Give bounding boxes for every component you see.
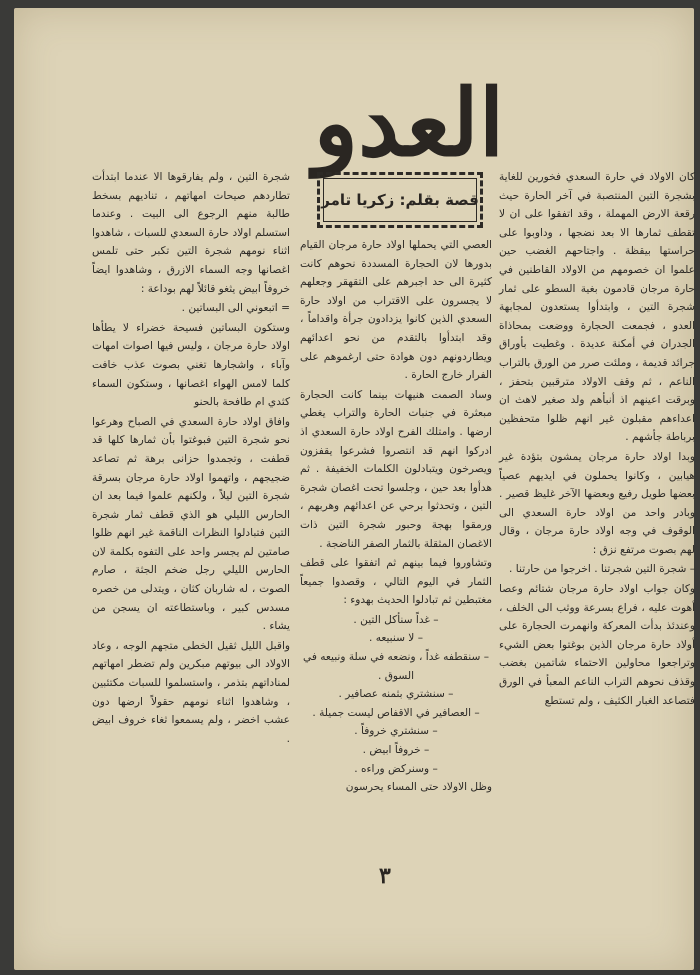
dialogue-line: – سنقطفه غداً ، ونضعه في سلة ونبيعه في السوق . <box>302 651 489 682</box>
paragraph: كان الاولاد في حارة السعدي فخورين للغاية بشجرة التين المنتصبة في آخر الحارة حيث رقعة الارض المهملة ، وقد اتفقوا على ان لا تقطف ثمارها الا بعد نضجها ، وداوبوا على حراستها بيقظة . واجتاحهم الغضب حين علموا ان خصومهم من الاولاد القاطنين في حارة مرجان قادمون بغية السطو على ثمار شجرة التين ، وابتدأوا يستعدون لمجابهة العدو ، فجمعت الحجارة ووضعت بمحاذاة الجدران في أمكنة عديدة . وغطيت بأوراق جرائد قديمة ، وملئت صرر من الورق بالتراب الناعم ، ثم وقف الاولاد مترقبين بتحفز ، وبرقت اعينهم اذ أنبأهم ولد صغير لاهث ان اعداءهم مقبلون غير انهم ظلوا متحفظين برباطة جأشهم . <box>499 171 695 444</box>
paragraph: واقبل الليل ثقيل الخطى متجهم الوجه ، وعاد الاولاد الى بيوتهم مبكرين ولم تضطر امهاتهم لمناداتهم بتذمر ، واستسلموا للسبات مكتئبين ، وشاهدوا اثناء نومهم حقولاً ارضها دون عشب اخضر ، ولم يسمعوا ثغاء خروف ابيض . <box>92 639 290 745</box>
story-title: العدو <box>313 69 505 177</box>
paragraph: وافاق اولاد حارة السعدي في الصباح وهرعوا نحو شجرة التين فبوغتوا بأن ثمارها كلها قد قطفت ، وتجمدوا حزانى برهة ثم تصاعد ضجيجهم ، واتهموا اولاد حارة مرجان بسرقة شجرة التين ليلاً ، ولكنهم علموا فيما بعد ان الحارس الليلي هو الذي قطف ثمار شجرة التين فتبادلوا النظرات الناقمة غير انهم ظلوا صامتين لم يجسر واحد على التفوه بكلمة لان الحارس الليلي رجل ضخم الجثة ، صارم الصوت ، له شاربان كثان ، ويتدلى من خصره مسدس كبير ، وباستطاعته ان يسجن من يشاء . <box>92 415 290 633</box>
paragraph: وبدا اولاد حارة مرجان يمشون بتؤدة غير هيابين ، وكانوا يحملون في ايديهم عصياً بعضها طويل رفيع وبعضها الآخر غليظ قصير . وبادر واحد من اولاد حارة السعدي الى الوقوف في وجه اولاد حارة مرجان ، وقال لهم بصوت مرتفع نزق : <box>499 450 695 556</box>
column-right <box>499 168 695 711</box>
dialogue-line: – سنشتري بثمنه عصافير . <box>338 688 454 701</box>
paragraph: وظل الاولاد حتى المساء يحرسون <box>345 781 492 794</box>
paragraph: وكان جواب اولاد حارة مرجان شتائم وعصا أهوت عليه ، فراع بسرعة ووثب الى الخلف ، وعندئذ بدأت المعركة وانهمرت الحجارة على أولاد حارة مرجان الذين بوغتوا بعض الشيء وتراجعوا محاولين الاحتماء شاتمين بغضب وقذف نحوهم التراب الناعم المعبأ في الورق فتصاعد الغبار الكثيف ، ولم تستطع <box>499 583 695 707</box>
dialogue-line: – خروفاً ابيض . <box>362 744 430 757</box>
page-number: ٣ <box>379 863 391 889</box>
dialogue-line: – غداً سنأكل التين . <box>353 613 439 626</box>
dialogue-line: – العصافير في الاقفاص ليست جميلة . <box>312 706 480 719</box>
dialogue-line: – وسنركض وراءه . <box>354 762 438 775</box>
paragraph: – شجرة التين شجرتنا . اخرجوا من حارتنا . <box>509 563 695 576</box>
column-left <box>92 168 290 749</box>
paragraph: شجرة التين ، ولم يفارقوها الا عندما ابتدأت تطاردهم صيحات امهاتهم ، تناديهم بسخط طالبة منهم الرجوع الى البيت . وعندما استسلم اولاد حارة السعدي للسبات ، شاهدوا اثناء نومهم شجرة التين تكبر حتى تلمس اغصانها وجه السماء الازرق ، وشاهدوا ايضاً خروفاً ابيض يثغو قائلاً لهم بوداعة : <box>92 171 290 295</box>
byline-box: قصة بقلم: زكريا تامر <box>317 172 483 228</box>
paragraph: وستكون البساتين فسيحة خضراء لا يطأها اولاد حارة مرجان ، وليس فيها اصوات امهات وآباء ، واشجارها تغني بصوت عذب خافت كلما لامس الهواء اغصانها ، وستكون السماء كثدي ام طافحة بالحنو <box>92 321 290 409</box>
column-middle <box>300 236 492 798</box>
newspaper-page <box>14 8 694 970</box>
dialogue-line: – لا سنبيعه . <box>368 632 424 645</box>
paragraph: = اتبعوني الى البساتين . <box>181 302 290 315</box>
paragraph: العصي التي يحملها اولاد حارة مرجان القيام بدورها لان الحجارة المسددة نحوهم كانت كثيرة الى حد اجبرهم على التقهقر وجعلهم لا يجسرون على الاقتراب من اولاد حارة السعدي الذين كانوا يزدادون جرأة واقداماً ، وقد ابتدأوا بالتقدم من نحو اعدائهم ويطاردونهم دون هوادة حتى ارغموهم على الفرار خارج الحارة . <box>300 239 492 382</box>
dialogue-line: – سنشتري خروفاً . <box>354 725 438 738</box>
paragraph: وتشاوروا فيما بينهم ثم اتفقوا على قطف الثمار في اليوم التالي ، وقصدوا جميعاً مغتبطين ثم تبادلوا الحديث بهدوء : <box>300 557 492 607</box>
paragraph: وساد الصمت هنيهات بينما كانت الحجارة مبعثرة في جنبات الحارة والتراب يغطي ارضها . وامتلك الفرح اولاد حارة السعدي اذ ادركوا انهم قد انتصروا فشرعوا يقفزون ويصرخون ويتبادلون الكلمات الخفيفة . ثم هدأوا بعد حين ، وجلسوا تحت اغصان شجرة التين ، وتحدثوا برحي عن اعدائهم وهربهم ، ورمقوا بهجة وحبور شجرة التين ذات الاغصان المثقلة بالثمار الصفر الناضجة . <box>300 388 492 550</box>
